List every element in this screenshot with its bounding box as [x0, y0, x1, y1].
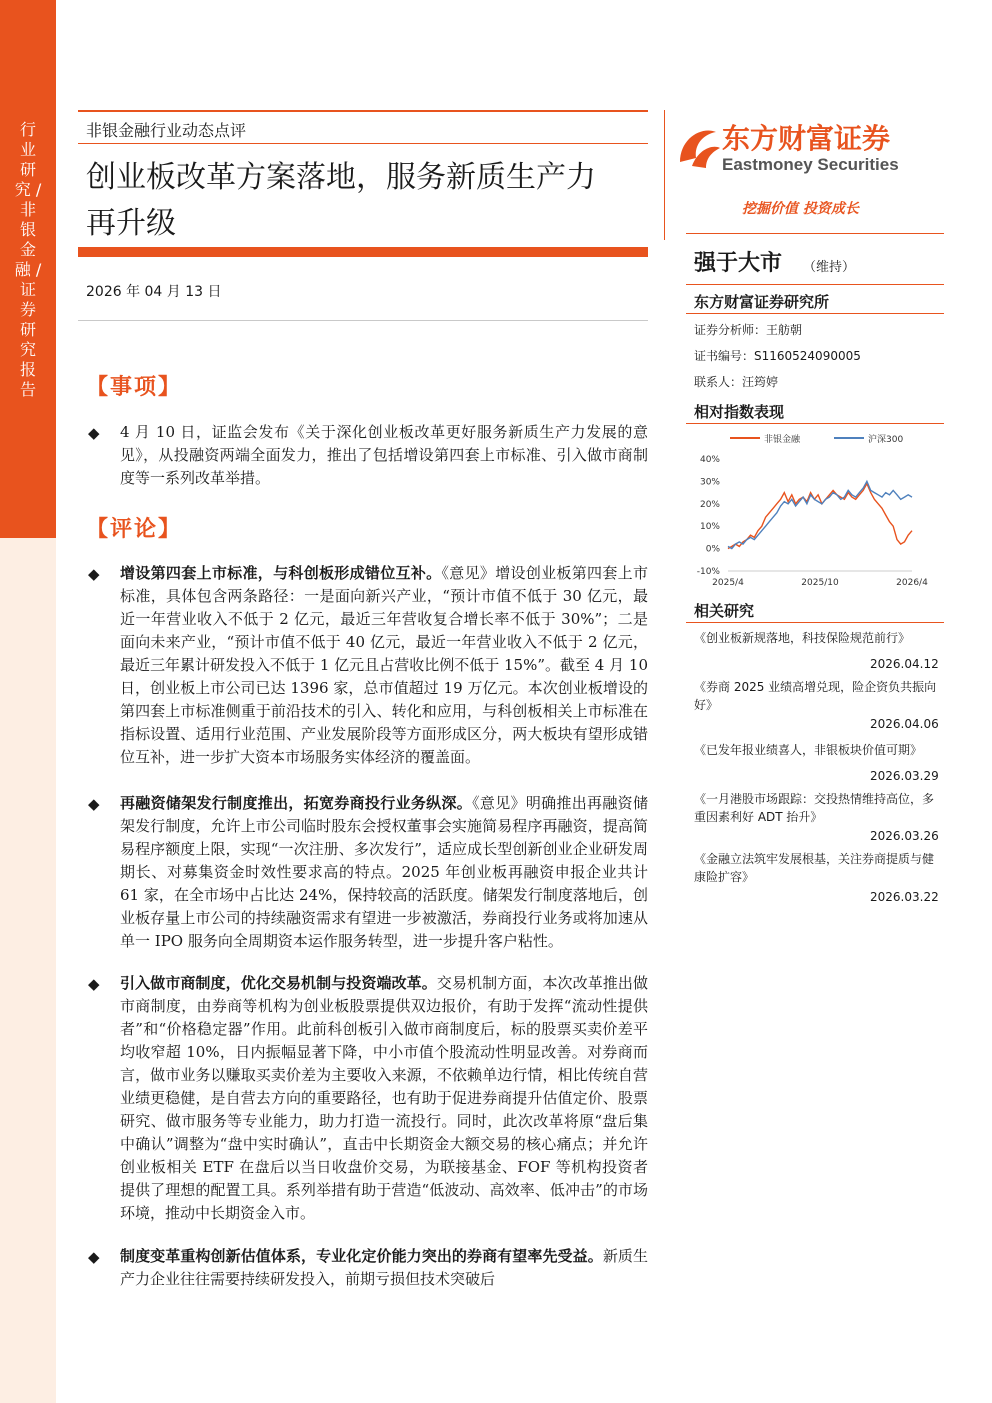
sidebar-label: 行业研究 / 非银金融 / 证券研究报告 — [14, 120, 42, 399]
right-rule — [686, 233, 944, 234]
right-rule — [686, 313, 944, 314]
rating-status: （维持） — [803, 260, 856, 275]
related-heading: 相关研究 — [694, 602, 755, 620]
bullet-icon: ◆ — [88, 424, 100, 442]
event-paragraph: 4 月 10 日，证监会发布《关于深化创业板改革更好服务新质生产力发展的意见》，从投融资两端全面发力，推出了包括增设第四套上市标准、引入做市商制度等一系列改革举措。 — [120, 423, 648, 487]
y-tick-label: 40% — [699, 455, 720, 465]
comment-body: 《意见》明确推出再融资储架发行制度，允许上市公司临时股东会授权董事会实施简易程序再融资，提高简易程序额度上限，实现“一次注册、多次发行”，适应成长型创新创业企业研发周期长、对募集资金时效性要求高的特点。2025 年创业板再融资申报企业共计 61 家，在全市场中占比达 24%，保持较高的活跃度。储架发行制度落地后，创业板存量上市公司的持续融资需求有望进一步被激活，券商投行业务或将加速从单一 IPO 服务向全周期资本运作服务转型，进一步提升客户粘性。 — [120, 794, 648, 950]
bullet-icon: ◆ — [88, 795, 100, 813]
header-rule — [78, 110, 648, 112]
right-rule — [686, 284, 944, 285]
comment-body: 新质生产力企业往往需要持续研发投入，前期亏损但技术突破后 — [120, 1247, 648, 1288]
comment-lead: 再融资储架发行制度推出，拓宽券商投行业务纵深。 — [120, 794, 473, 812]
series-line — [728, 481, 912, 548]
related-item-date: 2026.03.26 — [870, 829, 939, 843]
contact-name: 联系人：汪筠婷 — [694, 375, 779, 389]
sidebar-band-light — [0, 538, 56, 1403]
x-tick-label: 2025/10 — [801, 578, 839, 588]
report-category: 非银金融行业动态点评 — [86, 121, 247, 140]
y-tick-label: 10% — [699, 522, 720, 533]
bullet-icon: ◆ — [88, 565, 100, 583]
comment-lead: 引入做市商制度，优化交易机制与投资端改革。 — [120, 974, 437, 992]
y-tick-label: 20% — [699, 499, 720, 510]
related-item-date: 2026.03.22 — [870, 890, 939, 904]
comment-body: 《意见》增设创业板第四套上市标准，具体包含两条路径：一是面向新兴产业，“预计市值不低于 30 亿元，最近一年营业收入不低于 2 亿元，最近三年营收复合增长率不低于 30%”；二是面向未来产业，“预计市值不低于 40 亿元，最近一年营业收入不低于 2 亿元，最近三年累计研发投入不低于 1 亿元且占营收比例不低于 15%”。截至 4 月 10 日，创业板上市公司已达 1396 家，总市值超过 19 万亿元。本次创业板增设的第四套上市标准侧重于前沿技术的引入、转化和应用，与科创板相关上市标准在指标设置、适用行业范围、产业发展阶段等方面形成区分，两大板块有望形成错位互补，进一步扩大资本市场服务实体经济的覆盖面。 — [120, 564, 648, 766]
index-chart-heading: 相对指数表现 — [694, 403, 785, 421]
right-rule — [686, 622, 944, 623]
y-tick-label: 30% — [699, 477, 720, 488]
brand-slogan: 挖掘价值 投资成长 — [742, 201, 859, 217]
bullet-icon: ◆ — [88, 1248, 100, 1266]
bullet-icon: ◆ — [88, 975, 100, 993]
comment-paragraph — [120, 972, 648, 1225]
related-item-title[interactable]: 《金融立法筑牢发展根基，关注券商提质与健康险扩容》 — [694, 852, 935, 884]
related-item-date: 2026.03.29 — [870, 769, 939, 783]
event-heading: 【事项】 — [86, 375, 183, 400]
related-item-title[interactable]: 《已发年报业绩喜人，非银板块价值可期》 — [694, 743, 923, 757]
comment-body: 交易机制方面，本次改革推出做市商制度，由券商等机构为创业板股票提供双边报价，有助于发挥“流动性提供者”和“价格稳定器”作用。此前科创板引入做市商制度后，标的股票买卖价差平均收窄超 10%，日内振幅显著下降，中小市值个股流动性明显改善。对券商而言，做市业务以赚取买卖价差为主要收入来源，不依赖单边行情，相比传统自营业绩更稳健，是自营去方向的重要路径，也有助于促进券商提升估值定价、股票研究、做市服务等专业能力，助力打造一流投行。同时，此次改革将原“盘后集中确认”调整为“盘中实时确认”，直击中长期资金大额交易的核心痛点；并允许创业板相关 ETF 在盘后以当日收盘价交易，为联接基金、FOF 等机构投资者提供了理想的配置工具。系列举措有助于营造“低波动、高效率、低冲击”的市场环境，推动中长期资金入市。 — [120, 974, 648, 1222]
comment-heading: 【评论】 — [86, 517, 183, 542]
legend-label: 沪深300 — [868, 435, 904, 445]
header-rule-thin — [78, 143, 648, 144]
title-line-2: 再升级 — [86, 206, 176, 241]
related-item-date: 2026.04.06 — [870, 717, 939, 731]
legend-label: 非银金融 — [764, 435, 801, 445]
relative-index-chart — [690, 425, 944, 595]
comment-lead: 增设第四套上市标准，与科创板形成错位互补。 — [120, 564, 442, 582]
title-line-1: 创业板改革方案落地，服务新质生产力 — [86, 160, 596, 195]
related-item-title[interactable]: 《创业板新规落地，科技保险规范前行》 — [694, 631, 911, 645]
x-tick-label: 2025/4 — [712, 578, 744, 588]
comment-paragraph — [120, 562, 648, 769]
report-date: 2026 年 04 月 13 日 — [86, 284, 222, 300]
y-tick-label: -10% — [696, 567, 720, 577]
comment-paragraph — [120, 792, 648, 953]
institute-name: 东方财富证券研究所 — [694, 293, 830, 311]
related-item-title[interactable]: 《一月港股市场跟踪：交投热情维持高位，多重因素利好 ADT 抬升》 — [694, 792, 935, 824]
x-tick-label: 2026/4 — [896, 578, 928, 588]
brand-name-en: Eastmoney Securities — [722, 155, 899, 174]
analyst-name: 证券分析师：王舫朝 — [694, 323, 803, 337]
right-rule — [686, 423, 944, 424]
report-title — [86, 155, 656, 247]
column-divider — [664, 110, 665, 240]
brand-logo — [672, 118, 942, 176]
y-tick-label: 0% — [705, 544, 720, 555]
rating-label: 强于大市 — [694, 251, 783, 276]
title-rule — [78, 247, 648, 257]
comment-lead: 制度变革重构创新估值体系，专业化定价能力突出的券商有望率先受益。 — [120, 1247, 603, 1265]
analyst-cert: 证书编号：S1160524090005 — [694, 349, 861, 363]
brand-mark-icon — [680, 130, 720, 168]
related-item-date: 2026.04.12 — [870, 657, 939, 671]
comment-paragraph — [120, 1245, 648, 1291]
brand-name-cn: 东方财富证券 — [722, 123, 891, 154]
related-item-title[interactable]: 《券商 2025 业绩高增兑现，险企资负共振向好》 — [694, 680, 937, 712]
date-rule — [78, 320, 648, 321]
